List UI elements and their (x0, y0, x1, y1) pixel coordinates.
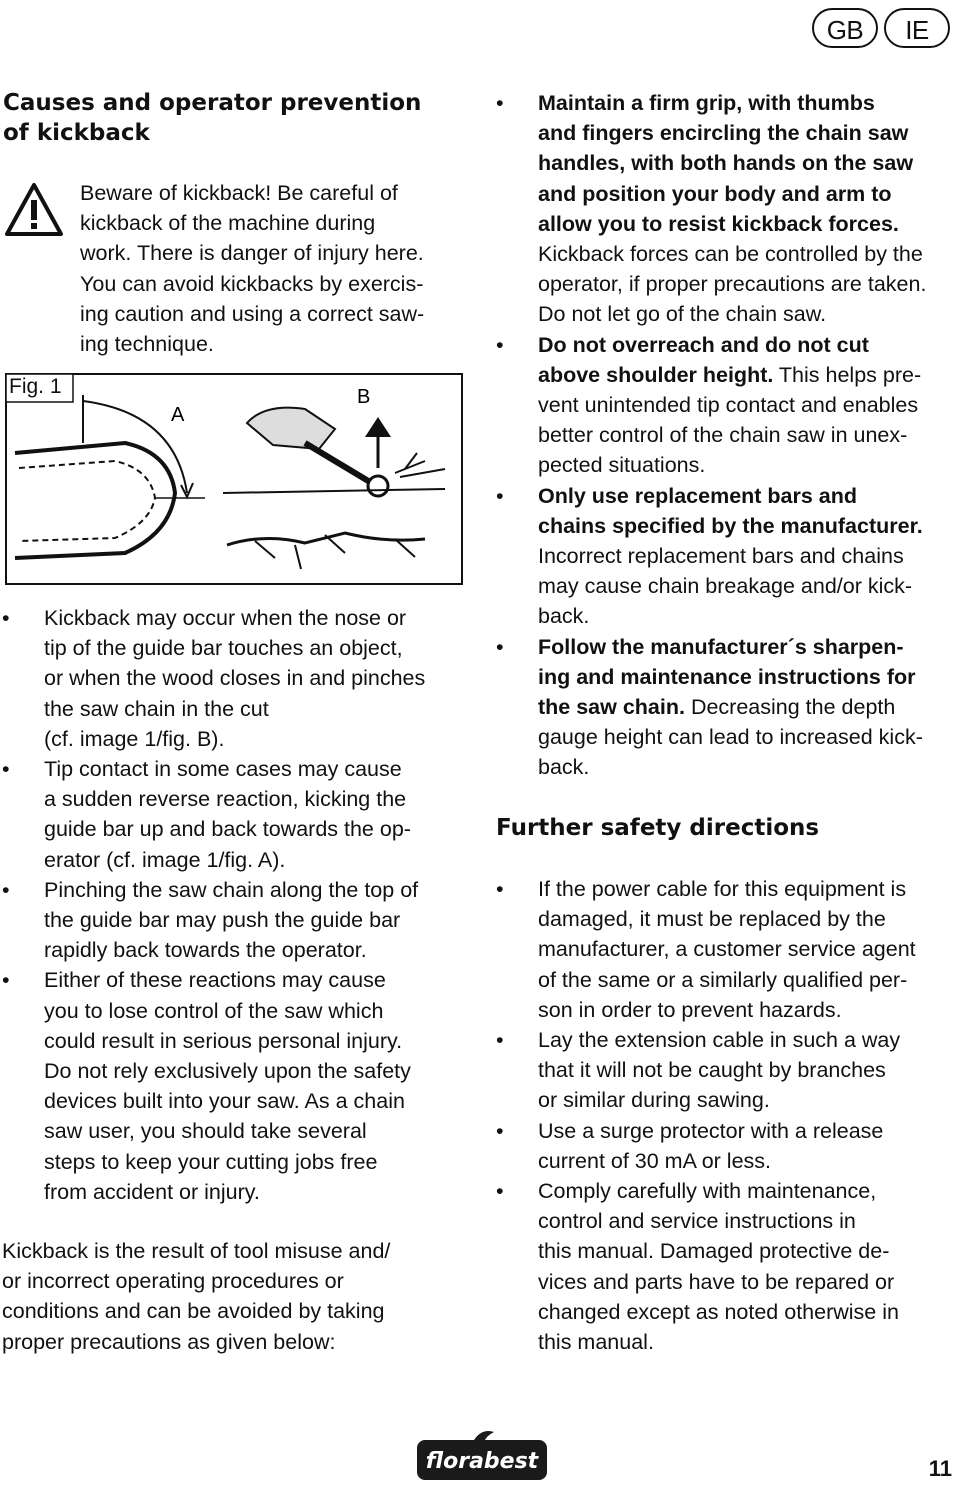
precautions-list (496, 88, 958, 783)
text-line: back. (538, 604, 590, 629)
text-line: better control of the chain saw in unex- (538, 423, 908, 448)
text-line: Pinching the saw chain along the top of (44, 877, 419, 902)
list-item (496, 632, 958, 783)
text-line: allow you to resist kickback forces. (538, 211, 899, 236)
text-line: Only use replacement bars and (538, 483, 858, 508)
list-item (496, 481, 958, 632)
figure-illustration (5, 373, 463, 585)
text-line: Kickback forces can be controlled by the (538, 242, 923, 267)
text-line: Comply carefully with maintenance, (538, 1179, 877, 1204)
text-line (538, 692, 958, 722)
bullet-icon: • (496, 634, 504, 659)
text-line: vent unintended tip contact and enables (538, 393, 919, 418)
text-line: a sudden reverse reaction, kicking the (44, 787, 407, 812)
text-line: control and service instructions in (538, 1209, 856, 1234)
kickback-causes-list (2, 603, 472, 1207)
text-line: manufacturer, a customer service agent (538, 937, 916, 962)
normal-text: Decreasing the depth (684, 695, 896, 720)
text-line: operator, if proper precautions are taken. (538, 272, 927, 297)
bold-text: the saw chain. (538, 695, 685, 720)
text-line: kickback of the machine during (80, 211, 376, 236)
text-line: Use a surge protector with a release (538, 1118, 884, 1143)
florabest-logo (414, 1428, 550, 1484)
text-line: or incorrect operating procedures or (2, 1269, 344, 1294)
bullet-icon: • (496, 332, 504, 357)
list-item (2, 603, 472, 754)
list-item (2, 965, 472, 1207)
bullet-icon: • (496, 877, 504, 901)
text-line: vices and parts have to be repared or (538, 1269, 895, 1294)
list-item (496, 330, 958, 481)
text-line: ing caution and using a correct saw- (80, 301, 425, 326)
text-line: gauge height can lead to increased kick- (538, 725, 923, 750)
list-item (2, 754, 472, 875)
text-line: may cause chain breakage and/or kick- (538, 574, 913, 599)
text-line (538, 360, 958, 390)
text-line: proper precautions as given below: (2, 1329, 336, 1354)
text-line: the saw chain in the cut (44, 696, 269, 721)
warning-icon (4, 182, 64, 238)
page-number: 11 (928, 1456, 952, 1481)
text-line: Kickback is the result of tool misuse and/ (2, 1239, 391, 1263)
bullet-icon: • (496, 483, 504, 508)
text-line: current of 30 mA or less. (538, 1148, 772, 1173)
text-line: Incorrect replacement bars and chains (538, 544, 904, 569)
text-line: and position your body and arm to (538, 181, 892, 206)
text-line: back. (538, 755, 590, 780)
title-line: of kickback (3, 120, 150, 146)
text-line: son in order to prevent hazards. (538, 997, 842, 1022)
figure-kickback (5, 373, 463, 585)
text-line: rapidly back towards the operator. (44, 938, 367, 963)
text-line: (cf. image 1/fig. B). (44, 726, 225, 751)
text-line: Do not rely exclusively upon the safety (44, 1059, 411, 1084)
list-item (496, 874, 958, 1025)
text-line: tip of the guide bar touches an object, (44, 636, 403, 661)
text-line: erator (cf. image 1/fig. A). (44, 847, 286, 872)
list-item (2, 875, 472, 966)
text-line: If the power cable for this equipment is (538, 877, 907, 901)
text-line: that it will not be caught by branches (538, 1058, 886, 1083)
text-line: or similar during sawing. (538, 1088, 770, 1113)
text-line: pected situations. (538, 453, 706, 478)
text-line: damaged, it must be replaced by the (538, 907, 886, 932)
bold-text: above shoulder height. (538, 362, 774, 387)
language-badge-ie: IE (884, 8, 950, 48)
section-title-further-safety: Further safety directions (496, 815, 820, 841)
bullet-icon: • (496, 1179, 504, 1204)
bullet-icon: • (496, 1028, 504, 1053)
warning-text (80, 178, 470, 359)
brand-name: florabest (425, 1449, 539, 1474)
figure-label-b: B (357, 386, 371, 408)
text-line: Lay the extension cable in such a way (538, 1028, 901, 1053)
text-line: work. There is danger of injury here. (80, 241, 424, 266)
bullet-icon: • (2, 968, 10, 993)
text-line: saw user, you should take several (44, 1119, 367, 1144)
text-line: Maintain a firm grip, with thumbs (538, 91, 875, 115)
list-item (496, 1176, 958, 1357)
bullet-icon: • (2, 606, 10, 630)
title-line: Causes and operator prevention (3, 90, 422, 116)
text-line: from accident or injury. (44, 1179, 260, 1204)
bullet-icon: • (496, 91, 504, 115)
text-line: handles, with both hands on the saw (538, 151, 914, 176)
bullet-icon: • (2, 877, 10, 902)
further-safety-list (496, 874, 958, 1357)
text-line: chains specified by the manufacturer. (538, 513, 923, 538)
text-line: Either of these reactions may cause (44, 968, 386, 993)
text-line: or when the wood closes in and pinches (44, 666, 426, 691)
text-line: ing and maintenance instructions for (538, 664, 916, 689)
text-line: Do not let go of the chain saw. (538, 302, 827, 327)
list-item (496, 88, 958, 330)
bullet-icon: • (2, 757, 10, 782)
text-line: you to lose control of the saw which (44, 998, 384, 1023)
language-badge-gb: GB (812, 8, 878, 48)
list-item (496, 1116, 958, 1176)
list-item (496, 1025, 958, 1116)
text-line: Tip contact in some cases may cause (44, 757, 402, 782)
normal-text: This helps pre- (773, 362, 922, 387)
text-line: devices built into your saw. As a chain (44, 1089, 405, 1114)
figure-label-a: A (171, 404, 185, 426)
figure-label: Fig. 1 (9, 375, 62, 398)
text-line: changed except as noted otherwise in (538, 1299, 899, 1324)
text-line: this manual. (538, 1330, 654, 1355)
text-line: steps to keep your cutting jobs free (44, 1149, 378, 1174)
text-line: Follow the manufacturer´s sharpen- (538, 634, 904, 659)
text-line: this manual. Damaged protective de- (538, 1239, 890, 1264)
kickback-closing-paragraph (2, 1236, 472, 1357)
text-line: You can avoid kickbacks by exercis- (80, 271, 424, 296)
section-title-kickback (3, 88, 421, 148)
text-line: the guide bar may push the guide bar (44, 908, 401, 933)
text-line: guide bar up and back towards the op- (44, 817, 411, 842)
text-line: of the same or a similarly qualified per- (538, 967, 908, 992)
text-line: ing technique. (80, 332, 214, 357)
text-line: Do not overreach and do not cut (538, 332, 869, 357)
text-line: Kickback may occur when the nose or (44, 606, 407, 630)
text-line: and fingers encircling the chain saw (538, 121, 909, 146)
text-line: conditions and can be avoided by taking (2, 1299, 385, 1324)
text-line: Beware of kickback! Be careful of (80, 181, 398, 205)
text-line: could result in serious personal injury. (44, 1028, 403, 1053)
bullet-icon: • (496, 1118, 504, 1143)
